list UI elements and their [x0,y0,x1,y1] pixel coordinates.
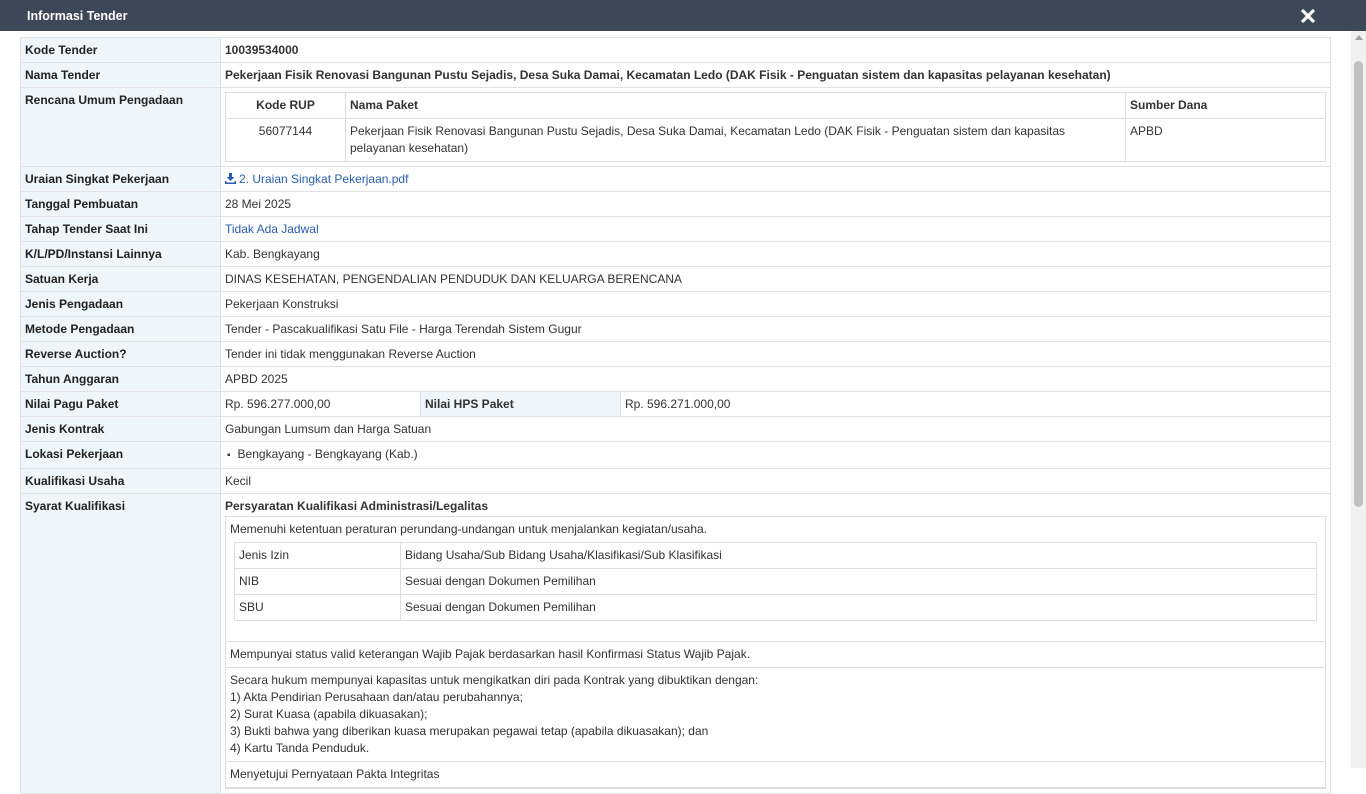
izin-table [234,542,1317,621]
value-kontrak: Gabungan Lumsum dan Harga Satuan [221,417,1331,442]
row-lokasi [21,442,1331,469]
label-nama-tender: Nama Tender [21,63,221,88]
rup-nama: Pekerjaan Fisik Renovasi Bangunan Pustu Sejadis, Desa Suka Damai, Kecamatan Ledo (DAK Fisik - Penguatan sistem dan kapasitas pelayanan kesehatan) [346,119,1126,162]
row-nama-tender [21,63,1331,88]
rup-header-kode: Kode RUP [226,93,346,119]
value-kualifikasi: Kecil [221,469,1331,494]
label-jenis-pengadaan: Jenis Pengadaan [21,292,221,317]
download-icon [225,172,236,183]
row-kode-tender [21,38,1331,63]
rup-sumber: APBD [1126,119,1326,162]
label-kualifikasi: Kualifikasi Usaha [21,469,221,494]
syarat-sec3-line: Secara hukum mempunyai kapasitas untuk mengikatkan diri pada Kontrak yang dibuktikan dengan: [230,673,759,687]
modal-header [0,0,1366,31]
value-tanggal: 28 Mei 2025 [221,192,1331,217]
uraian-download-link[interactable] [225,172,408,186]
syarat-sec3-line: 2) Surat Kuasa (apabila dikuasakan); [230,707,428,721]
label-tahap: Tahap Tender Saat Ini [21,217,221,242]
rup-header-row [226,93,1326,119]
value-pagu: Rp. 596.277.000,00 [221,392,421,417]
value-klpd: Kab. Bengkayang [221,242,1331,267]
row-tahap [21,217,1331,242]
syarat-sec3-line: 3) Bukti bahwa yang diberikan kuasa merupakan pegawai tetap (apabila dikuasakan); dan [230,724,709,738]
label-reverse: Reverse Auction? [21,342,221,367]
syarat-sec1: Memenuhi ketentuan peraturan perundang-undangan untuk menjalankan kegiatan/usaha. [230,522,708,536]
row-klpd [21,242,1331,267]
label-uraian: Uraian Singkat Pekerjaan [21,167,221,192]
value-satker: DINAS KESEHATAN, PENGENDALIAN PENDUDUK DAN KELUARGA BERENCANA [221,267,1331,292]
row-satker [21,267,1331,292]
syarat-sec2: Mempunyai status valid keterangan Wajib Pajak berdasarkan hasil Konfirmasi Status Wajib Pajak. [226,642,1325,668]
syarat-heading: Persyaratan Kualifikasi Administrasi/Legalitas [225,499,488,513]
row-rup [21,88,1331,167]
syarat-sec3-line: 1) Akta Pendirian Perusahaan dan/atau perubahannya; [230,690,523,704]
syarat-sec4: Menyetujui Pernyataan Pakta Integritas [226,762,1325,788]
row-nilai [21,392,1331,417]
syarat-sec3 [226,668,1325,762]
list-item: ▪ Bengkayang - Bengkayang (Kab.) [227,446,1326,464]
row-kontrak [21,417,1331,442]
row-tahun [21,367,1331,392]
syarat-sec3-line: 4) Kartu Tanda Penduduk. [230,741,370,755]
value-metode: Tender - Pascakualifikasi Satu File - Harga Terendah Sistem Gugur [221,317,1331,342]
tender-info-panel [20,37,1331,794]
syarat-box [225,516,1326,789]
label-lokasi: Lokasi Pekerjaan [21,442,221,469]
value-nama-tender: Pekerjaan Fisik Renovasi Bangunan Pustu Sejadis, Desa Suka Damai, Kecamatan Ledo (DAK Fisik - Penguatan sistem dan kapasitas pelayanan kesehatan) [221,63,1331,88]
label-rup: Rencana Umum Pengadaan [21,88,221,167]
label-syarat: Syarat Kualifikasi [21,494,221,794]
tender-info-table [20,37,1331,794]
label-kode-tender: Kode Tender [21,38,221,63]
izin-jenis: SBU [235,595,401,621]
table-row [226,119,1326,162]
row-syarat [21,494,1331,794]
rup-header-sumber: Sumber Dana [1126,93,1326,119]
izin-bidang: Sesuai dengan Dokumen Pemilihan [401,595,1317,621]
rup-table [225,92,1326,162]
label-tanggal: Tanggal Pembuatan [21,192,221,217]
row-jenis-pengadaan [21,292,1331,317]
label-metode: Metode Pengadaan [21,317,221,342]
rup-header-nama: Nama Paket [346,93,1126,119]
izin-jenis: NIB [235,569,401,595]
value-reverse: Tender ini tidak menggunakan Reverse Auction [221,342,1331,367]
tahap-link[interactable]: Tidak Ada Jadwal [225,222,319,236]
value-kode-tender: 10039534000 [221,38,1331,63]
row-uraian [21,167,1331,192]
izin-header-bidang: Bidang Usaha/Sub Bidang Usaha/Klasifikasi/Sub Klasifikasi [401,543,1317,569]
scroll-up-arrow-icon[interactable] [1355,35,1363,40]
row-reverse [21,342,1331,367]
scrollbar-thumb[interactable] [1354,61,1363,507]
close-icon[interactable] [1298,6,1318,26]
label-satker: Satuan Kerja [21,267,221,292]
modal-title: Informasi Tender [27,9,128,23]
uraian-file-name: 2. Uraian Singkat Pekerjaan.pdf [239,172,409,186]
row-tanggal [21,192,1331,217]
row-metode [21,317,1331,342]
izin-bidang: Sesuai dengan Dokumen Pemilihan [401,569,1317,595]
label-pagu: Nilai Pagu Paket [21,392,221,417]
table-row [235,569,1317,595]
label-tahun: Tahun Anggaran [21,367,221,392]
vertical-scrollbar[interactable] [1351,31,1366,768]
value-tahun: APBD 2025 [221,367,1331,392]
label-klpd: K/L/PD/Instansi Lainnya [21,242,221,267]
rup-kode: 56077144 [226,119,346,162]
izin-header-jenis: Jenis Izin [235,543,401,569]
value-hps: Rp. 596.271.000,00 [621,392,1331,417]
label-hps: Nilai HPS Paket [421,392,621,417]
value-jenis-pengadaan: Pekerjaan Konstruksi [221,292,1331,317]
row-kualifikasi [21,469,1331,494]
table-row [235,543,1317,569]
lokasi-list [225,446,1326,464]
table-row [235,595,1317,621]
label-kontrak: Jenis Kontrak [21,417,221,442]
